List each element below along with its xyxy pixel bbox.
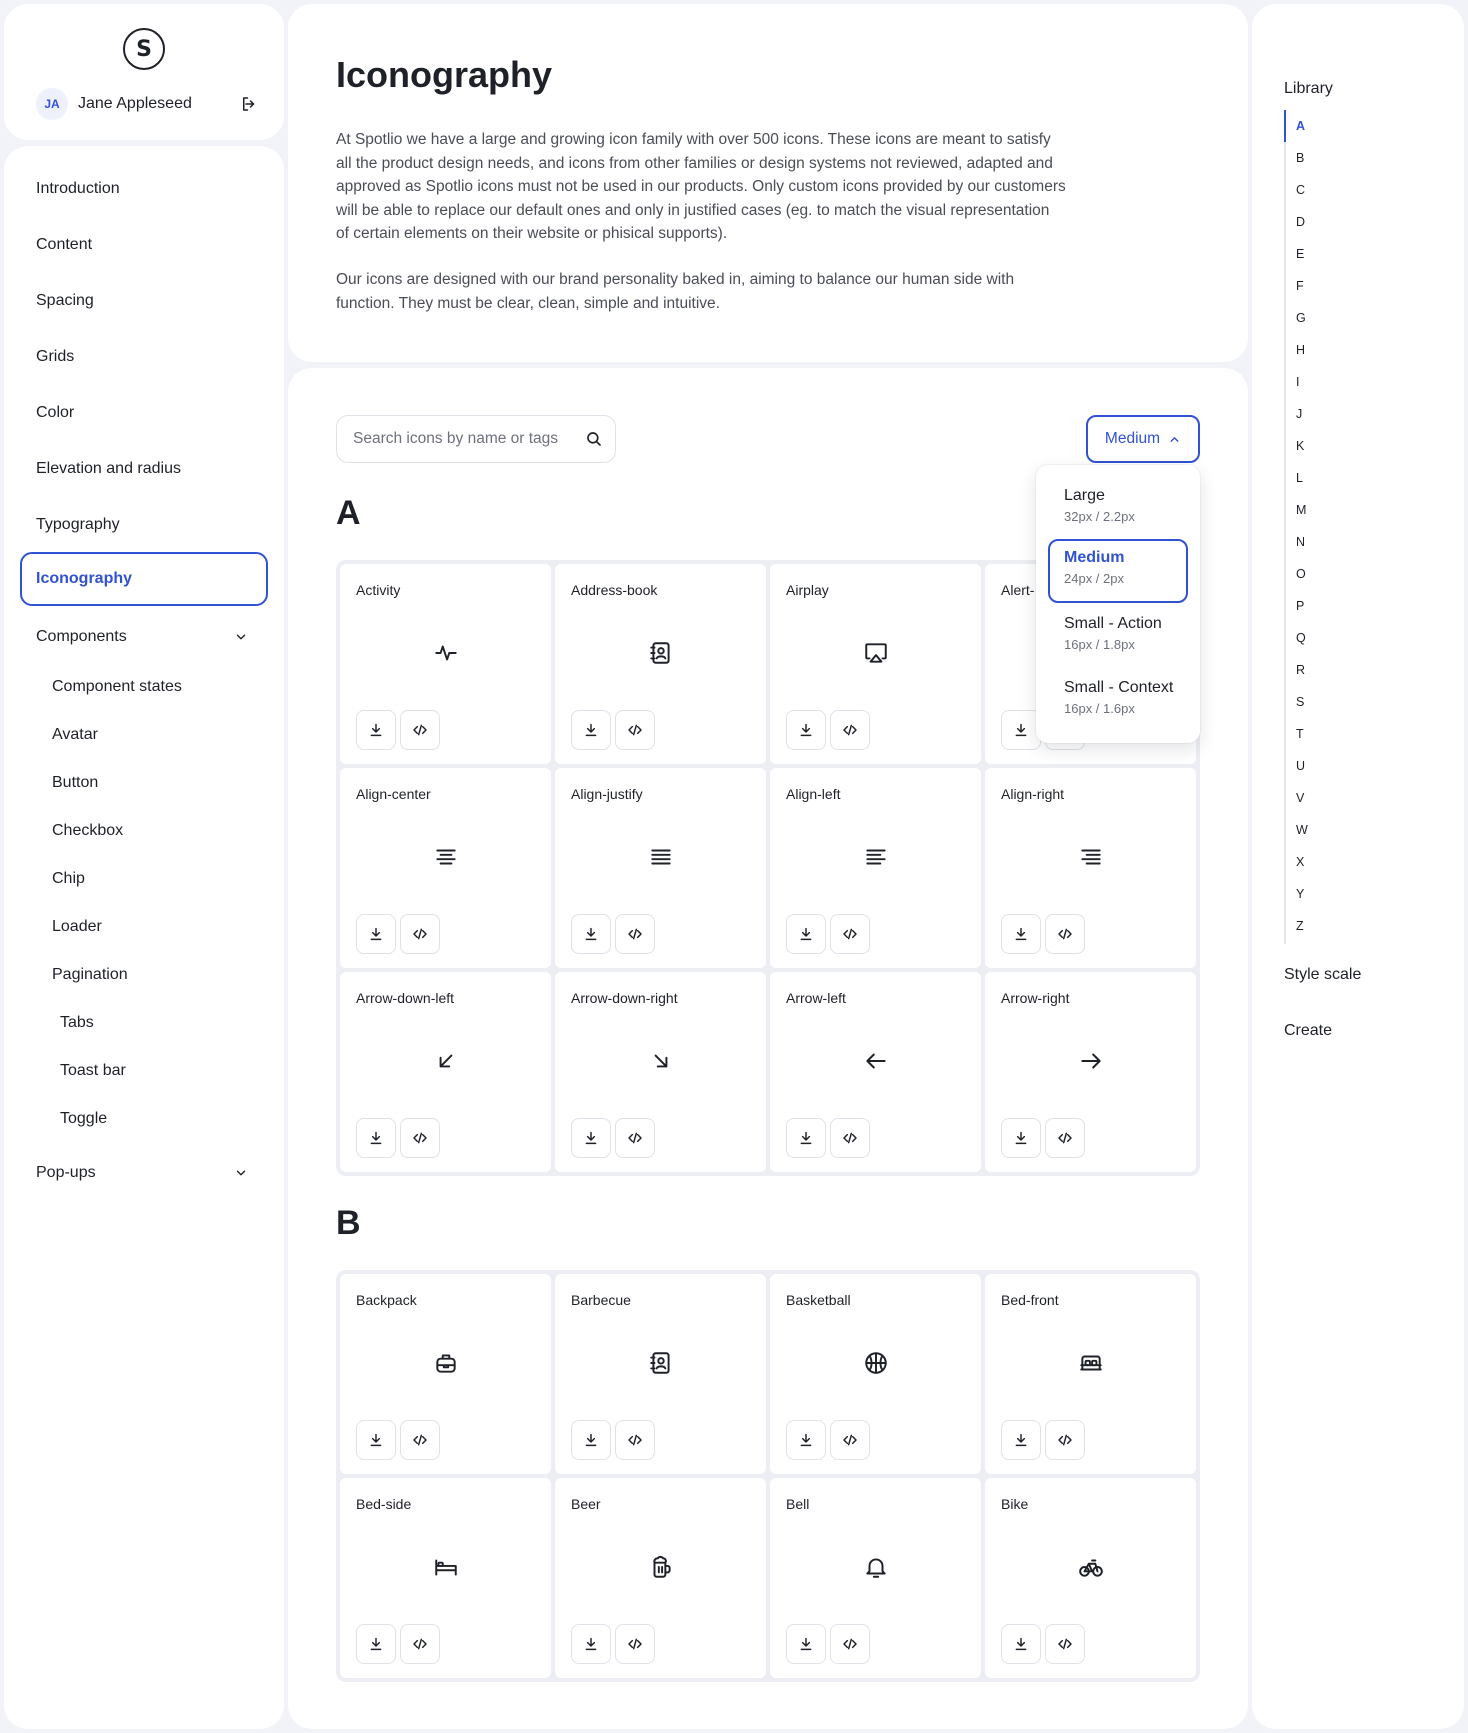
download-icon [1013, 1636, 1029, 1652]
code-icon [842, 722, 858, 738]
align-center-icon [433, 844, 459, 870]
intro-section [288, 4, 1248, 362]
arrow-right-icon [1078, 1048, 1104, 1074]
download-button[interactable] [1001, 1624, 1041, 1664]
icon-tile-beer[interactable] [555, 1478, 766, 1678]
nav-item-components[interactable] [20, 610, 268, 664]
alphabet-letter-b[interactable]: B [1296, 151, 1305, 165]
barbecue-icon [648, 1350, 674, 1376]
address-book-icon [648, 640, 674, 666]
code-icon [412, 1130, 428, 1146]
download-icon [798, 1432, 814, 1448]
code-icon [627, 722, 643, 738]
icon-tile-barbecue[interactable] [555, 1274, 766, 1474]
download-icon [583, 926, 599, 942]
basketball-icon [863, 1350, 889, 1376]
download-icon [368, 722, 384, 738]
download-button[interactable] [356, 1420, 396, 1460]
icon-tile-arrow-left[interactable] [770, 972, 981, 1172]
icon-tile-name: Beer [571, 1496, 601, 1512]
nav-sub-toggle[interactable]: Toggle [60, 1110, 108, 1127]
size-option-large[interactable]: Large 32px / 2.2px [1064, 487, 1135, 524]
alphabet-letter-m[interactable]: M [1296, 503, 1307, 517]
align-justify-icon [648, 844, 674, 870]
user-name: Jane Appleseed [78, 95, 192, 112]
download-button[interactable] [1001, 710, 1041, 750]
copy-code-button[interactable] [400, 1420, 440, 1460]
download-icon [583, 1636, 599, 1652]
icon-library [288, 368, 1248, 1729]
sidebar-nav [4, 146, 284, 1729]
download-button[interactable] [356, 1118, 396, 1158]
nav-sub-toast-bar[interactable]: Toast bar [60, 1062, 126, 1079]
download-button[interactable] [571, 1624, 611, 1664]
alphabet-letter-c[interactable]: C [1296, 183, 1306, 197]
nav-item-spacing[interactable]: Spacing [36, 292, 94, 309]
section-letter-a: A [336, 494, 361, 532]
alphabet-letter-r[interactable]: R [1296, 663, 1306, 677]
alphabet-letter-t[interactable]: T [1296, 727, 1304, 741]
code-icon [627, 926, 643, 942]
create-link[interactable]: Create [1284, 1022, 1333, 1039]
code-icon [412, 1636, 428, 1652]
brand-logo[interactable]: S [123, 28, 165, 70]
icon-tile-arrow-down-left[interactable] [340, 972, 551, 1172]
icon-tile-name: Arrow-right [1001, 990, 1070, 1006]
copy-code-button[interactable] [1045, 1624, 1085, 1664]
download-icon [798, 722, 814, 738]
copy-code-button[interactable] [1045, 1420, 1085, 1460]
code-icon [842, 1636, 858, 1652]
icon-tile-bell[interactable] [770, 1478, 981, 1678]
nav-sub-tabs[interactable]: Tabs [60, 1014, 94, 1031]
icon-tile-name: Arrow-down-right [571, 990, 678, 1006]
code-icon [1057, 1432, 1073, 1448]
icon-tile-align-left[interactable] [770, 768, 981, 968]
copy-code-button[interactable] [615, 1624, 655, 1664]
download-button[interactable] [786, 710, 826, 750]
nav-sub-component-states[interactable]: Component states [52, 678, 182, 695]
nav-item-color[interactable]: Color [36, 404, 75, 421]
code-icon [627, 1130, 643, 1146]
search-input[interactable] [353, 430, 585, 448]
library-heading: Library [1284, 80, 1333, 97]
code-icon [842, 926, 858, 942]
alphabet-letter-u[interactable]: U [1296, 759, 1306, 773]
download-button[interactable] [571, 1118, 611, 1158]
download-icon [1013, 722, 1029, 738]
copy-code-button[interactable] [400, 1624, 440, 1664]
icon-tile-name: Align-right [1001, 786, 1065, 802]
alphabet-letter-h[interactable]: H [1296, 343, 1306, 357]
copy-code-button[interactable] [830, 1624, 870, 1664]
alphabet-letter-p[interactable]: P [1296, 599, 1305, 613]
download-button[interactable] [356, 710, 396, 750]
download-icon [583, 1130, 599, 1146]
page-title: Iconography [336, 54, 553, 95]
copy-code-button[interactable] [830, 1118, 870, 1158]
icon-tile-name: Arrow-down-left [356, 990, 455, 1006]
download-icon [798, 926, 814, 942]
icon-tile-name: Bed-front [1001, 1292, 1059, 1308]
icon-tile-bed-front[interactable] [985, 1274, 1196, 1474]
icon-tile-align-center[interactable] [340, 768, 551, 968]
download-icon [1013, 926, 1029, 942]
bell-icon [863, 1554, 889, 1580]
download-icon [1013, 1130, 1029, 1146]
download-button[interactable] [356, 1624, 396, 1664]
download-button[interactable] [1001, 1118, 1041, 1158]
user-row [36, 88, 262, 120]
bike-icon [1078, 1554, 1104, 1580]
search-icon[interactable] [585, 430, 603, 448]
icon-tile-arrow-right[interactable] [985, 972, 1196, 1172]
align-right-icon [1078, 844, 1104, 870]
code-icon [412, 926, 428, 942]
download-button[interactable] [1001, 1420, 1041, 1460]
copy-code-button[interactable] [615, 914, 655, 954]
icon-tile-name: Align-justify [571, 786, 643, 802]
user-card [4, 4, 284, 140]
icon-tile-name: Backpack [356, 1292, 417, 1308]
download-icon [368, 1130, 384, 1146]
nav-item-typography[interactable]: Typography [36, 516, 120, 533]
alphabet-letter-i[interactable]: I [1296, 375, 1300, 389]
code-icon [1057, 1130, 1073, 1146]
size-menu [1036, 465, 1200, 743]
intro-paragraph-1: At Spotlio we have a large and growing icon family with over 500 icons. These icons are meant to satisfy all the product design needs, and icons from other families or design systems not reviewed, adapted and approved as Spotlio icons must not be used in our products. Only custom icons provided by our customers will be able to replace our default ones and only in justified cases (eg. to match the visual representation of certain elements on their website or phisical supports). [336, 131, 1066, 242]
size-option-medium[interactable]: Medium 24px / 2px [1048, 539, 1188, 603]
copy-code-button[interactable] [400, 710, 440, 750]
alphabet-letter-o[interactable]: O [1296, 567, 1306, 581]
alphabet-letter-q[interactable]: Q [1296, 631, 1306, 645]
icon-tile-name: Arrow-left [786, 990, 846, 1006]
alphabet-rail [1284, 110, 1286, 944]
alphabet-letter-y[interactable]: Y [1296, 887, 1305, 901]
download-button[interactable] [786, 1118, 826, 1158]
download-icon [798, 1130, 814, 1146]
backpack-icon [433, 1350, 459, 1376]
code-icon [412, 1432, 428, 1448]
download-icon [368, 926, 384, 942]
copy-code-button[interactable] [830, 710, 870, 750]
download-button[interactable] [571, 914, 611, 954]
bed-side-icon [433, 1554, 459, 1580]
align-left-icon [863, 844, 889, 870]
icon-tile-airplay[interactable] [770, 564, 981, 764]
intro-paragraph-2: Our icons are designed with our brand personality baked in, aiming to balance our human side with function. They must be clear, clean, simple and intuitive. [336, 271, 1015, 312]
icon-tile-name: Bell [786, 1496, 810, 1512]
copy-code-button[interactable] [400, 1118, 440, 1158]
copy-code-button[interactable] [830, 914, 870, 954]
section-letter-b: B [336, 1204, 361, 1242]
icon-tile-name: Align-left [786, 786, 841, 802]
code-icon [842, 1432, 858, 1448]
nav-item-introduction[interactable]: Introduction [36, 180, 120, 197]
alphabet-letter-v[interactable]: V [1296, 791, 1305, 805]
icon-tile-activity[interactable] [340, 564, 551, 764]
nav-item-grids[interactable]: Grids [36, 348, 75, 365]
download-icon [798, 1636, 814, 1652]
nav-sub-chip[interactable]: Chip [52, 870, 85, 887]
nav-sub-loader[interactable]: Loader [52, 918, 102, 935]
code-icon [842, 1130, 858, 1146]
alphabet-letter-x[interactable]: X [1296, 855, 1305, 869]
arrow-left-icon [863, 1048, 889, 1074]
chevron-down-icon[interactable] [234, 1166, 248, 1180]
beer-icon [648, 1554, 674, 1580]
icon-tile-bed-side[interactable] [340, 1478, 551, 1678]
size-select[interactable] [1086, 415, 1200, 463]
icon-tile-name: Barbecue [571, 1292, 631, 1308]
download-icon [583, 1432, 599, 1448]
code-icon [627, 1636, 643, 1652]
size-option-small-context[interactable]: Small - Context 16px / 1.6px [1064, 679, 1174, 716]
download-button[interactable] [1001, 914, 1041, 954]
chevron-down-icon[interactable] [234, 630, 248, 644]
copy-code-button[interactable] [400, 914, 440, 954]
nav-components-label: Components [36, 628, 127, 645]
alphabet-letter-g[interactable]: G [1296, 311, 1306, 325]
download-icon [583, 722, 599, 738]
icon-tile-backpack[interactable] [340, 1274, 551, 1474]
icon-tile-name: Basketball [786, 1292, 851, 1308]
nav-sub-pagination[interactable]: Pagination [52, 966, 128, 983]
bed-front-icon [1078, 1350, 1104, 1376]
alphabet-letter-a[interactable]: A [1296, 119, 1306, 133]
icon-tile-name: Airplay [786, 582, 829, 598]
code-icon [627, 1432, 643, 1448]
alphabet-rail-indicator [1284, 110, 1286, 142]
alphabet-letter-z[interactable]: Z [1296, 919, 1304, 933]
style-scale-link[interactable]: Style scale [1284, 966, 1362, 983]
icon-grid-b [336, 1270, 1200, 1682]
alphabet-letter-s[interactable]: S [1296, 695, 1305, 709]
download-button[interactable] [786, 1624, 826, 1664]
alphabet-letter-j[interactable]: J [1296, 407, 1303, 421]
alphabet-letter-e[interactable]: E [1296, 247, 1305, 261]
nav-item-iconography[interactable]: Iconography [20, 552, 268, 606]
chevron-up-icon [1168, 433, 1181, 446]
download-icon [368, 1636, 384, 1652]
alphabet-letter-f[interactable]: F [1296, 279, 1304, 293]
icon-tile-arrow-down-right[interactable] [555, 972, 766, 1172]
copy-code-button[interactable] [1045, 1118, 1085, 1158]
copy-code-button[interactable] [830, 1420, 870, 1460]
code-icon [1057, 926, 1073, 942]
copy-code-button[interactable] [1045, 914, 1085, 954]
alphabet-letter-n[interactable]: N [1296, 535, 1306, 549]
icon-tile-name: Address-book [571, 582, 658, 598]
download-button[interactable] [571, 710, 611, 750]
icon-tile-name: Activity [356, 582, 401, 598]
copy-code-button[interactable] [615, 1118, 655, 1158]
logout-icon[interactable] [236, 91, 262, 117]
download-icon [1013, 1432, 1029, 1448]
code-icon [1057, 1636, 1073, 1652]
icon-tile-basketball[interactable] [770, 1274, 981, 1474]
nav-sub-checkbox[interactable]: Checkbox [52, 822, 124, 839]
nav-item-popups[interactable] [20, 1146, 268, 1200]
icon-tile-bike[interactable] [985, 1478, 1196, 1678]
nav-sub-button[interactable]: Button [52, 774, 99, 791]
download-icon [368, 1432, 384, 1448]
arrow-down-right-icon [648, 1048, 674, 1074]
nav-sub-avatar[interactable]: Avatar [52, 726, 98, 743]
copy-code-button[interactable] [615, 710, 655, 750]
icon-tile-address-book[interactable] [555, 564, 766, 764]
download-button[interactable] [571, 1420, 611, 1460]
alphabet-letter-w[interactable]: W [1296, 823, 1308, 837]
icon-tile-align-right[interactable] [985, 768, 1196, 968]
nav-popups-label: Pop-ups [36, 1164, 96, 1181]
alphabet-letter-l[interactable]: L [1296, 471, 1303, 485]
icon-tile-name: Bike [1001, 1496, 1029, 1512]
download-button[interactable] [786, 914, 826, 954]
icon-tile-name: Bed-side [356, 1496, 412, 1512]
code-icon [412, 722, 428, 738]
download-button[interactable] [786, 1420, 826, 1460]
nav-item-content[interactable]: Content [36, 236, 93, 253]
alphabet-letter-k[interactable]: K [1296, 439, 1305, 453]
size-select-value: Medium [1104, 430, 1161, 447]
arrow-down-left-icon [433, 1048, 459, 1074]
library-index [1252, 4, 1464, 1729]
download-button[interactable] [356, 914, 396, 954]
icon-tile-name: Alert- [1001, 582, 1035, 598]
copy-code-button[interactable] [615, 1420, 655, 1460]
avatar[interactable]: JA [36, 88, 68, 120]
icon-tile-name: Align-center [356, 786, 431, 802]
icon-tile-align-justify[interactable] [555, 768, 766, 968]
activity-icon [433, 640, 459, 666]
nav-item-elevation[interactable]: Elevation and radius [36, 460, 181, 477]
airplay-icon [863, 640, 889, 666]
size-option-small-action[interactable]: Small - Action 16px / 1.8px [1064, 615, 1162, 652]
search-box [336, 415, 616, 463]
alphabet-letter-d[interactable]: D [1296, 215, 1306, 229]
